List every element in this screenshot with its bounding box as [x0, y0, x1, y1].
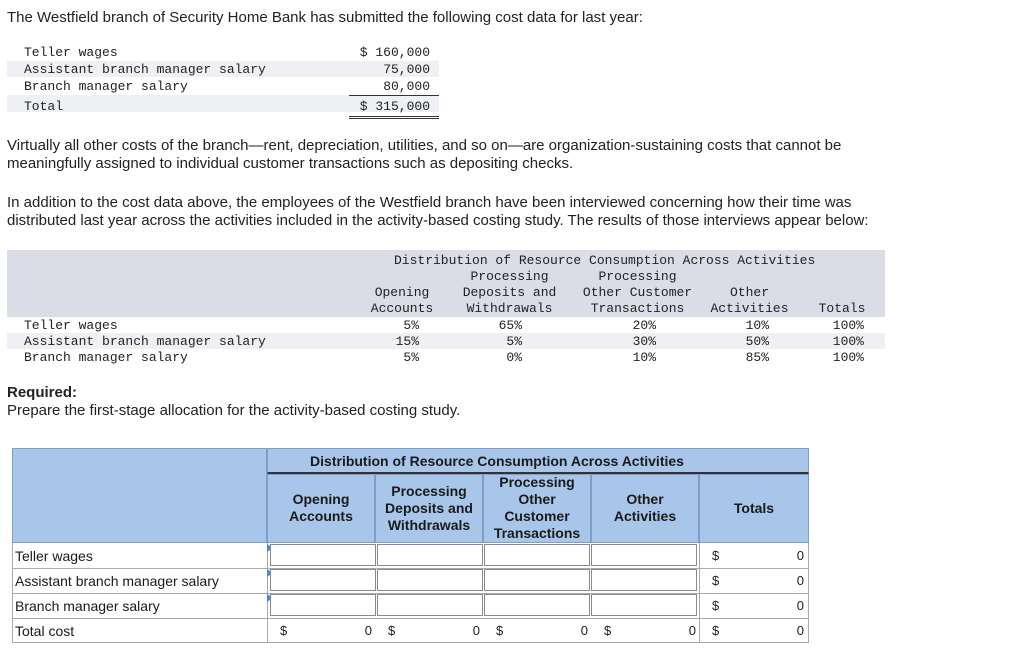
col-header: Other [626, 491, 664, 507]
input-processing-deposits[interactable] [377, 569, 483, 591]
col-header: Other [729, 285, 769, 300]
col-header: Opening [292, 491, 350, 507]
pct-cell: 100% [832, 334, 864, 349]
col-header: Transactions [590, 301, 685, 316]
input-other-activities[interactable] [591, 569, 697, 591]
pct-cell: 5% [403, 318, 419, 333]
row-label: Teller wages [15, 548, 93, 564]
input-processing-other[interactable] [484, 544, 590, 566]
col-header: Other Customer [582, 285, 693, 300]
total-value: 0 [796, 623, 804, 638]
answer-title: Distribution of Resource Consumption Across Activities [310, 453, 684, 469]
total-value: 0 [472, 623, 480, 638]
currency-symbol: $ [604, 623, 612, 638]
row-divider [12, 618, 809, 619]
row-label: Assistant branch manager salary [15, 573, 219, 589]
col-header: Processing [470, 269, 549, 284]
currency-symbol: $ [496, 623, 504, 638]
input-processing-deposits[interactable] [377, 544, 483, 566]
pct-cell: 5% [403, 350, 419, 365]
input-processing-other[interactable] [484, 569, 590, 591]
intro-text: The Westfield branch of Security Home Bank has submitted the following cost data for last year: [7, 9, 643, 26]
pct-cell: 10% [632, 350, 656, 365]
input-opening-accounts[interactable] [270, 594, 376, 616]
col-header: Withdrawals [466, 301, 553, 316]
col-header: Totals [733, 500, 775, 516]
pct-cell: 20% [632, 318, 656, 333]
col-header: Processing [499, 474, 575, 490]
row-total: 0 [796, 598, 804, 613]
cost-label: Total [24, 99, 64, 114]
input-opening-accounts[interactable] [270, 544, 376, 566]
distribution-table [7, 250, 885, 368]
double-line [349, 116, 439, 119]
col-header: Customer [504, 508, 570, 524]
col-header: Deposits and [385, 500, 473, 516]
row-label: Assistant branch manager salary [24, 334, 266, 349]
col-header: Opening [374, 285, 430, 300]
col-header: Processing [598, 269, 677, 284]
pct-cell: 10% [745, 318, 769, 333]
row-total: 0 [796, 548, 804, 563]
paragraph-line: Virtually all other costs of the branch—rent, depreciation, utilities, and so on—are organization-sustaining costs that cannot be [7, 137, 842, 154]
currency-symbol: $ [712, 598, 720, 613]
cost-amount: $ 160,000 [359, 45, 430, 60]
paragraph-line: distributed last year across the activities included in the activity-based costing study. The results of those interviews appear below: [7, 212, 869, 229]
col-header: Transactions [493, 525, 581, 541]
cost-label: Branch manager salary [24, 79, 188, 94]
pct-cell: 100% [832, 350, 864, 365]
col-divider [699, 543, 700, 643]
input-other-activities[interactable] [591, 594, 697, 616]
total-value: 0 [688, 623, 696, 638]
row-label: Branch manager salary [15, 598, 160, 614]
pct-cell: 65% [498, 318, 522, 333]
col-header: Processing [391, 483, 467, 499]
currency-symbol: $ [712, 623, 720, 638]
pct-cell: 0% [506, 350, 522, 365]
sum-line [349, 95, 439, 96]
answer-table [12, 448, 809, 643]
col-divider [267, 543, 268, 643]
total-row-label: Total cost [15, 623, 75, 639]
col-header: Withdrawals [387, 517, 471, 533]
currency-symbol: $ [280, 623, 288, 638]
pct-cell: 5% [506, 334, 522, 349]
dist-title: Distribution of Resource Consumption Across Activities [394, 253, 816, 268]
col-header: Deposits and [462, 285, 557, 300]
required-label: Required: [7, 384, 78, 401]
header-blank [12, 448, 267, 543]
pct-cell: 30% [632, 334, 656, 349]
cost-amount: 75,000 [383, 62, 430, 77]
row-total: 0 [796, 573, 804, 588]
cost-label: Assistant branch manager salary [24, 62, 266, 77]
currency-symbol: $ [712, 548, 720, 563]
row-label: Branch manager salary [24, 350, 188, 365]
pct-cell: 15% [395, 334, 419, 349]
input-processing-other[interactable] [484, 594, 590, 616]
pct-cell: 100% [832, 318, 864, 333]
col-header: Activities [613, 508, 677, 524]
input-opening-accounts[interactable] [270, 569, 376, 591]
pct-cell: 85% [745, 350, 769, 365]
paragraph-line: In addition to the cost data above, the employees of the Westfield branch have been interviewed concerning how their time was [7, 194, 852, 211]
cost-amount: $ 315,000 [359, 99, 430, 114]
col-header: Other [518, 491, 556, 507]
total-value: 0 [364, 623, 372, 638]
col-header: Accounts [289, 508, 353, 524]
col-header: Accounts [370, 301, 434, 316]
cost-label: Teller wages [24, 45, 118, 60]
col-header: Totals [818, 301, 866, 316]
input-other-activities[interactable] [591, 544, 697, 566]
required-text: Prepare the first-stage allocation for the activity-based costing study. [7, 402, 461, 419]
cost-amount: 80,000 [383, 79, 430, 94]
input-processing-deposits[interactable] [377, 594, 483, 616]
currency-symbol: $ [712, 573, 720, 588]
row-label: Teller wages [24, 318, 118, 333]
currency-symbol: $ [388, 623, 396, 638]
paragraph-line: meaningfully assigned to individual customer transactions such as depositing checks. [7, 155, 574, 172]
col-header: Activities [710, 301, 789, 316]
pct-cell: 50% [745, 334, 769, 349]
total-value: 0 [580, 623, 588, 638]
